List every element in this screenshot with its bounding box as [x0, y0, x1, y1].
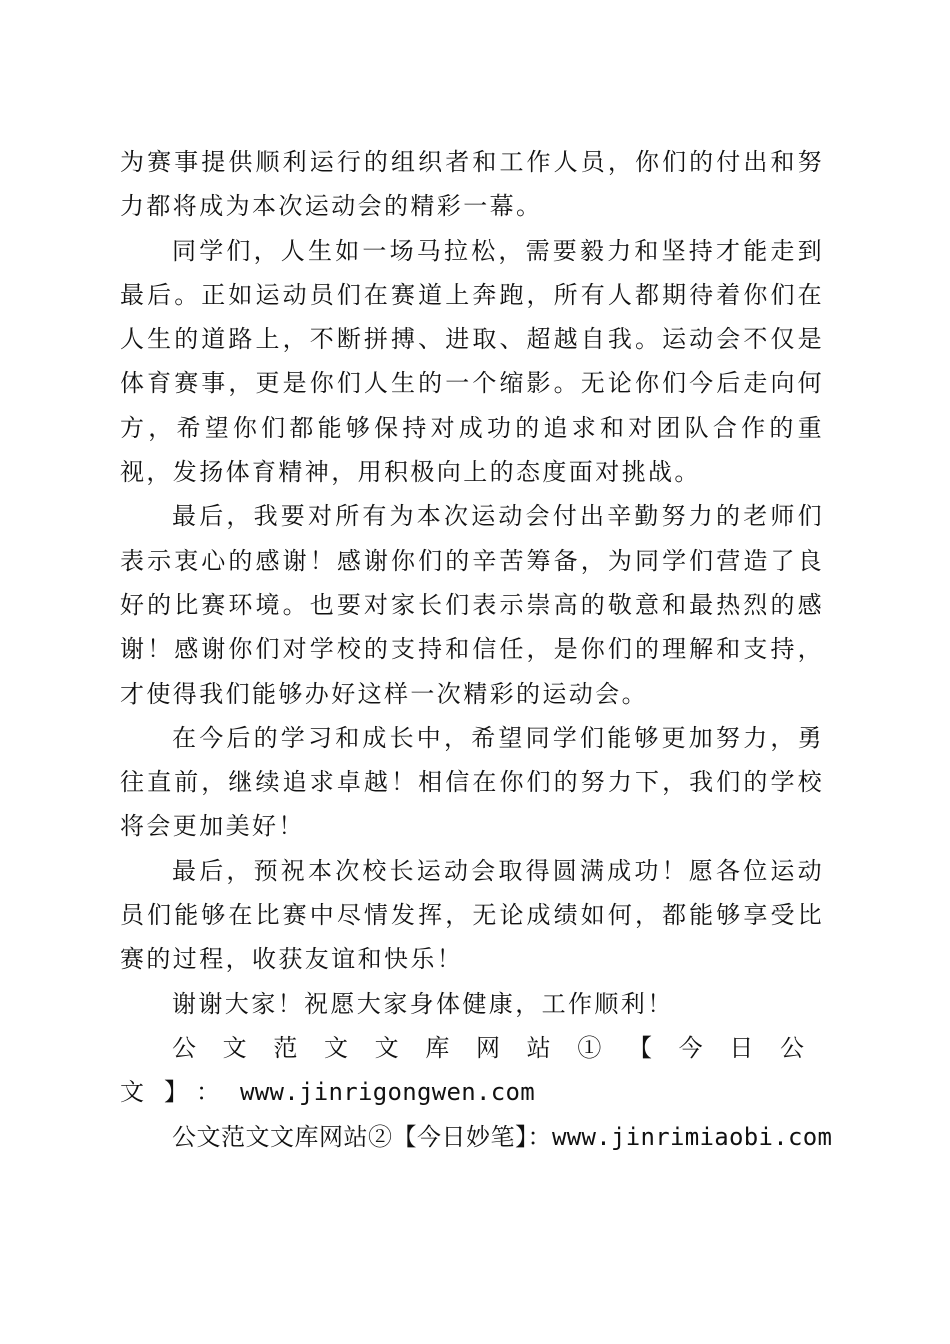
- site-link-2: [120, 1115, 833, 1159]
- paragraph-1: 为赛事提供顺利运行的组织者和工作人员，你们的付出和努力都将成为本次运动会的精彩一幕。: [120, 148, 824, 221]
- site-link-2-url[interactable]: www.jinrimiaobi.com: [552, 1122, 833, 1151]
- paragraph-3: 最后，我要对所有为本次运动会付出辛勤努力的老师们表示衷心的感谢！感谢你们的辛苦筹备，为同学们营造了良好的比赛环境。也要对家长们表示崇高的敬意和最热烈的感谢！感谢你们对学校的支持和信任，是你们的理解和支持，才使得我们能够办好这样一次精彩的运动会。: [120, 502, 824, 708]
- paragraph-6: 谢谢大家！祝愿大家身体健康，工作顺利！: [172, 989, 674, 1018]
- paragraph-2: 同学们，人生如一场马拉松，需要毅力和坚持才能走到最后。正如运动员们在赛道上奔跑，所有人都期待着你们在人生的道路上，不断拼搏、进取、超越自我。运动会不仅是体育赛事，更是你们人生的一个缩影。无论你们今后走向何方，希望你们都能够保持对成功的追求和对团队合作的重视，发扬体育精神，用积极向上的态度面对挑战。: [120, 236, 824, 487]
- paragraph-5: 最后，预祝本次校长运动会取得圆满成功！愿各位运动员们能够在比赛中尽情发挥，无论成绩如何，都能够享受比赛的过程，收获友谊和快乐！: [120, 856, 824, 974]
- site-link-1-label: 公文范文文库网站①【今日公文】：: [120, 1033, 824, 1107]
- site-link-1-url[interactable]: www.jinrigongwen.com: [240, 1078, 535, 1107]
- site-link-1: [120, 1026, 824, 1115]
- document-body: [120, 140, 833, 1159]
- site-link-2-label: 公文范文文库网站②【今日妙笔】：: [172, 1122, 552, 1151]
- paragraph-4: 在今后的学习和成长中，希望同学们能够更加努力，勇往直前，继续追求卓越！相信在你们的努力下，我们的学校将会更加美好！: [120, 723, 824, 841]
